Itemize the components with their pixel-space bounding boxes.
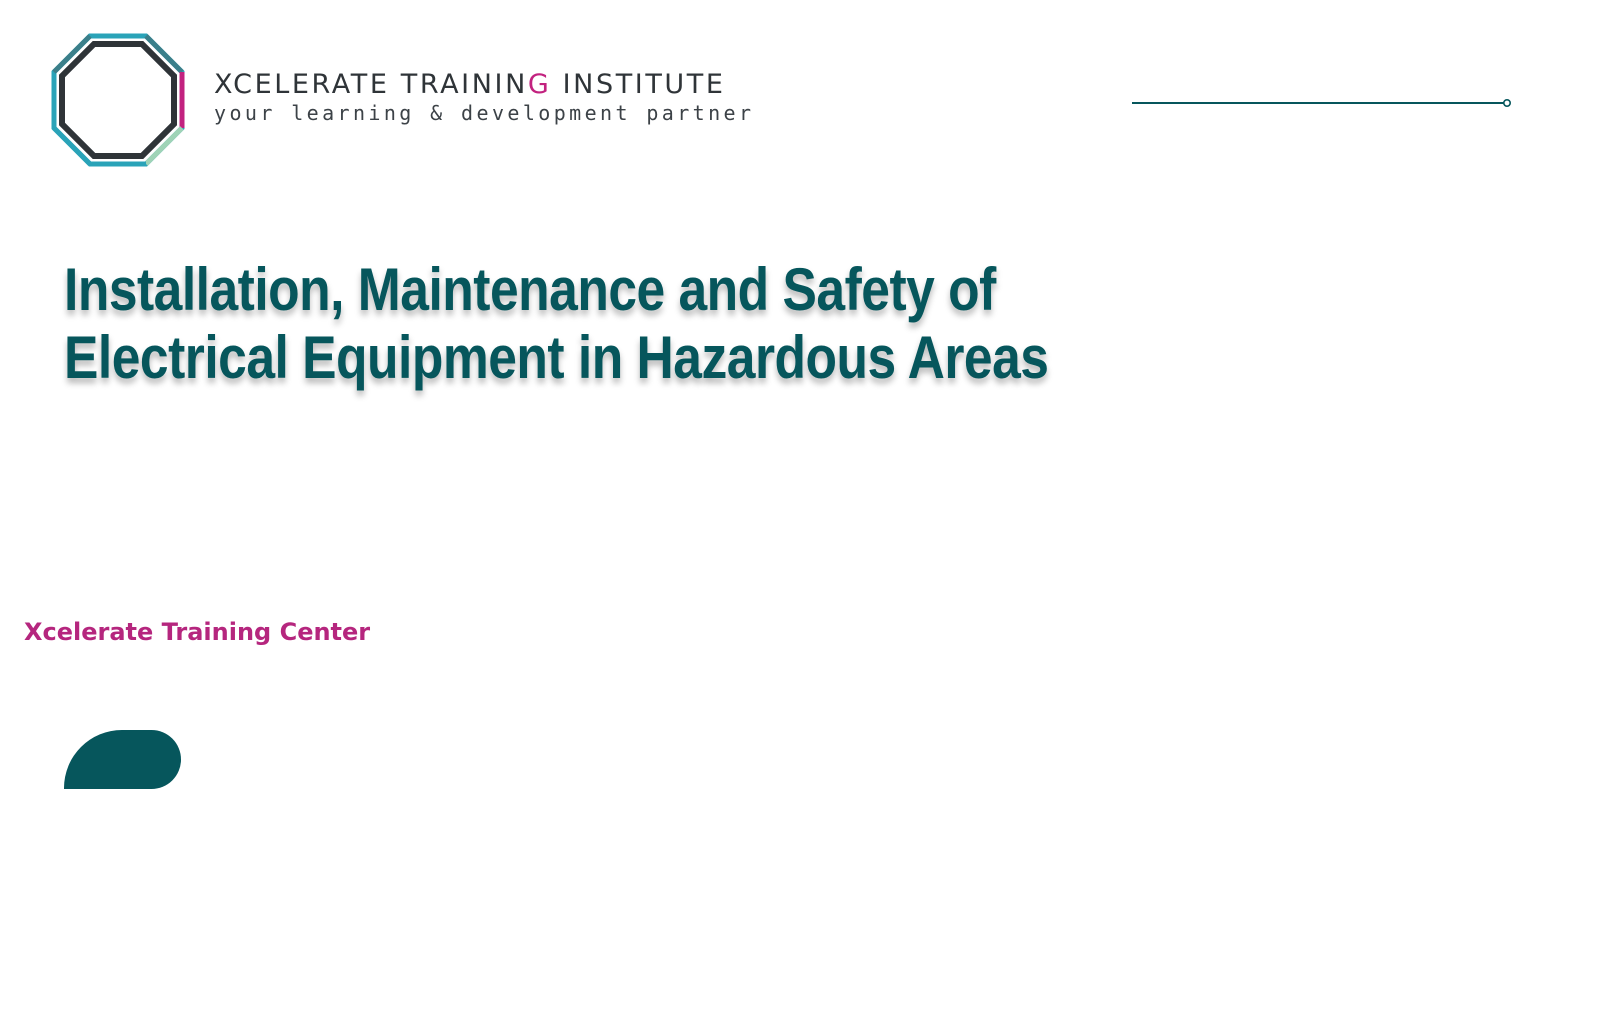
decorative-pill-shape <box>64 730 181 789</box>
octagon-logo-icon <box>50 32 186 168</box>
decorative-line-icon <box>1132 96 1512 110</box>
organization-name: Xcelerate Training Center <box>24 618 371 646</box>
brand-name-accent: G <box>527 69 552 100</box>
slide-title-line-2: Electrical Equipment in Hazardous Areas <box>64 324 1049 391</box>
brand-tagline: your learning & development partner <box>214 101 755 125</box>
slide-title-line-1: Installation, Maintenance and Safety of <box>64 256 996 323</box>
slide-title <box>64 256 1096 392</box>
brand-wordmark <box>214 70 754 126</box>
brand-name: XCELERATE TRAINING INSTITUTE <box>214 69 726 100</box>
